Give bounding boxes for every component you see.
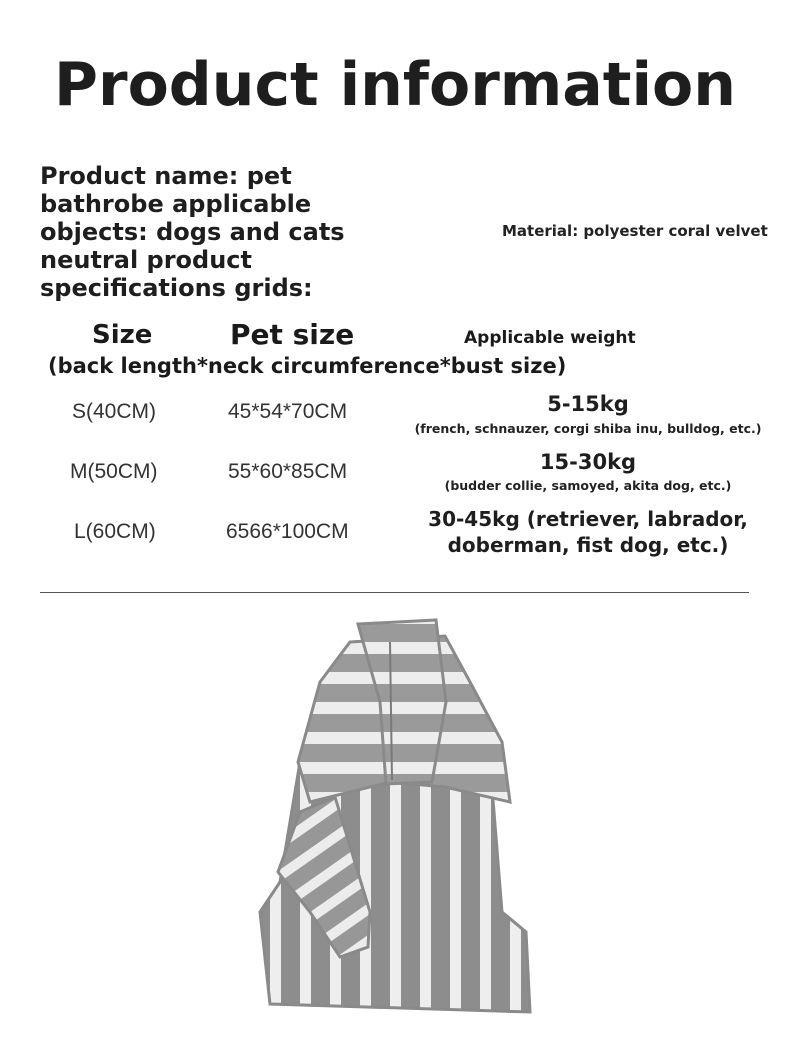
weight-cell-l-line2: doberman, fist dog, etc.)	[447, 533, 729, 557]
header-measurement-note: (back length*neck circumference*bust size)	[48, 354, 567, 378]
weight-note-m: (budder collie, samoyed, akita dog, etc.)	[444, 478, 732, 493]
header-applicable-weight: Applicable weight	[464, 328, 636, 348]
pet-size-cell-l: 6566*100CM	[226, 520, 349, 543]
size-cell-s: S(40CM)	[72, 400, 157, 423]
weight-cell-l-line1: 30-45kg (retriever, labrador,	[428, 507, 748, 531]
weight-note-s: (french, schnauzer, corgi shiba inu, bulldog, etc.)	[414, 421, 762, 436]
size-cell-m: M(50CM)	[70, 460, 158, 483]
weight-cell-m: 15-30kg	[539, 450, 637, 474]
section-divider	[40, 592, 749, 593]
size-cell-l: L(60CM)	[74, 520, 156, 543]
page-title: Product information	[54, 50, 736, 120]
pet-size-cell-s: 45*54*70CM	[228, 400, 348, 423]
header-size: Size	[92, 320, 153, 350]
header-pet-size: Pet size	[230, 318, 355, 351]
pet-size-cell-m: 55*60*85CM	[228, 460, 348, 483]
product-description: Product name: pet bathrobe applicable objects: dogs and cats neutral product specifications grids:	[40, 162, 345, 302]
weight-cell-s: 5-15kg	[547, 392, 629, 416]
bathrobe-image	[240, 612, 560, 1022]
material-label: Material: polyester coral velvet	[502, 222, 768, 240]
